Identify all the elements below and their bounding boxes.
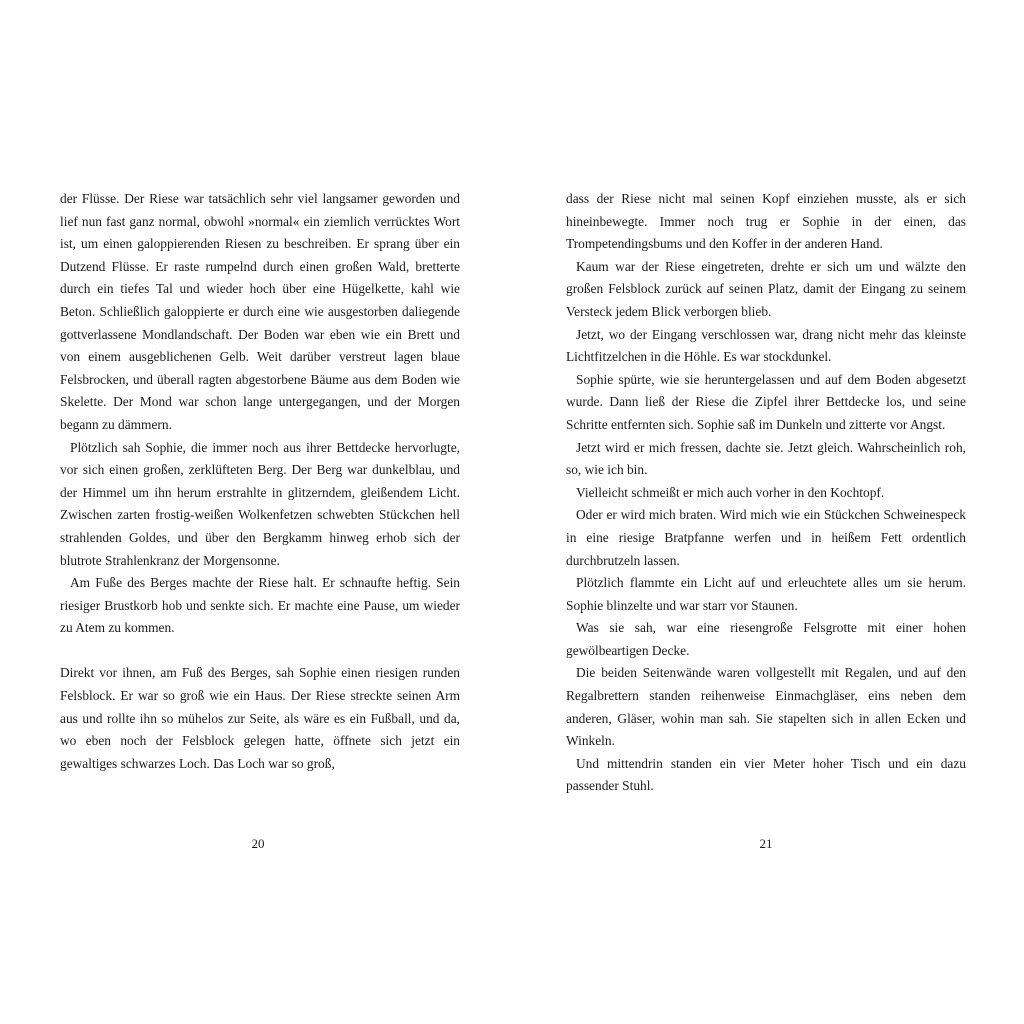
paragraph: Plötzlich flammte ein Licht auf und erleuchtete alles um sie herum. Sophie blinzelte und war starr vor Staunen. xyxy=(566,575,966,613)
paragraph: Kaum war der Riese eingetreten, drehte er sich um und wälzte den großen Felsblock zurück auf seinen Platz, damit der Eingang zu seinem Versteck jedem Blick verborgen blieb. xyxy=(566,258,966,319)
paragraph: Die beiden Seitenwände waren vollgestellt mit Regalen, und auf den Regalbrettern standen reihenweise Einmachgläser, eins neben dem anderen, Gläser, wohin man sah. Sie stapelten sich in allen Ecken und Winkeln. xyxy=(566,665,966,749)
page-number-right: 21 xyxy=(759,836,773,851)
left-page-text xyxy=(60,188,460,775)
paragraph: Jetzt wird er mich fressen, dachte sie. Jetzt gleich. Wahrscheinlich roh, so, wie ich bin. xyxy=(566,439,966,478)
paragraph: Was sie sah, war eine riesengroße Felsgrotte mit einer hohen gewölbeartigen Decke. xyxy=(566,620,966,658)
paragraph: Oder er wird mich braten. Wird mich wie ein Stückchen Schweinespeck in eine riesige Bratpfanne werfen und in heißem Fett ordentlich durchbrutzeln lassen. xyxy=(566,507,966,568)
paragraph: der Flüsse. Der Riese war tatsächlich sehr viel langsamer geworden und lief nun fast ganz normal, obwohl »normal« ein ziemlich verrücktes Wort ist, um einen galoppierenden Riesen zu beschreiben. Er sprang über ein Dutzend Flüsse. Er raste rumpelnd durch einen großen Wald, bretterte durch ein tiefes Tal und wieder hoch über eine Hügelkette, kahl wie Beton. Schließlich galoppierte er durch eine wie ausgestorben daliegende gottverlassene Mondlandschaft. Der Boden war eben wie ein Brett und von einem ausgeblichenen Gelb. Weit darüber verstreut lagen blaue Felsbrocken, und überall ragten abgestorbene Bäume aus dem Boden wie Skelette. Der Mond war schon lange untergegangen, und der Morgen begann zu dämmern. xyxy=(60,191,460,432)
paragraph: Jetzt, wo der Eingang verschlossen war, drang nicht mehr das kleinste Lichtfitzelchen in die Höhle. Es war stockdunkel. xyxy=(566,326,966,365)
paragraph: Direkt vor ihnen, am Fuß des Berges, sah Sophie einen riesigen runden Felsblock. Er war so groß wie ein Haus. Der Riese streckte seinen Arm aus und rollte ihn so mühelos zur Seite, als wäre es ein Fußball, und da, wo eben noch der Felsblock gelegen hatte, öffnete sich jetzt ein gewaltiges schwarzes Loch. Das Loch war so groß, xyxy=(60,665,460,771)
page-number-left: 20 xyxy=(251,836,265,851)
paragraph: Vielleicht schmeißt er mich auch vorher in den Kochtopf. xyxy=(576,484,885,500)
paragraph: Sophie spürte, wie sie heruntergelassen und auf dem Boden abgesetzt wurde. Dann ließ der Riese die Zipfel ihrer Bettdecke los, und seine Schritte entfernten sich. Sophie saß im Dunkeln und zitterte vor Angst. xyxy=(566,371,966,432)
paragraph: Am Fuße des Berges machte der Riese halt. Er schnaufte heftig. Sein riesiger Brustkorb hob und senkte sich. Er machte eine Pause, um wieder zu Atem zu kommen. xyxy=(60,575,460,636)
paragraph: Und mittendrin standen ein vier Meter hoher Tisch und ein dazu passender Stuhl. xyxy=(566,755,966,794)
paragraph: dass der Riese nicht mal seinen Kopf einziehen musste, als er sich hineinbewegte. Immer noch trug er Sophie in der einen, das Trompetendingsbums und den Koffer in der anderen Hand. xyxy=(566,191,966,252)
right-page-text xyxy=(566,188,966,798)
paragraph: Plötzlich sah Sophie, die immer noch aus ihrer Bettdecke hervorlugte, vor sich einen großen, zerklüfteten Berg. Der Berg war dunkelblau, und der Himmel um ihn herum erstrahlte in glitzerndem, gleißendem Licht. Zwischen zarten frostig-weißen Wolkenfetzen schwebten Stückchen hell strahlenden Goldes, und über den Bergkamm hinweg erhob sich der blutrote Strahlenkranz der Morgensonne. xyxy=(60,439,460,568)
